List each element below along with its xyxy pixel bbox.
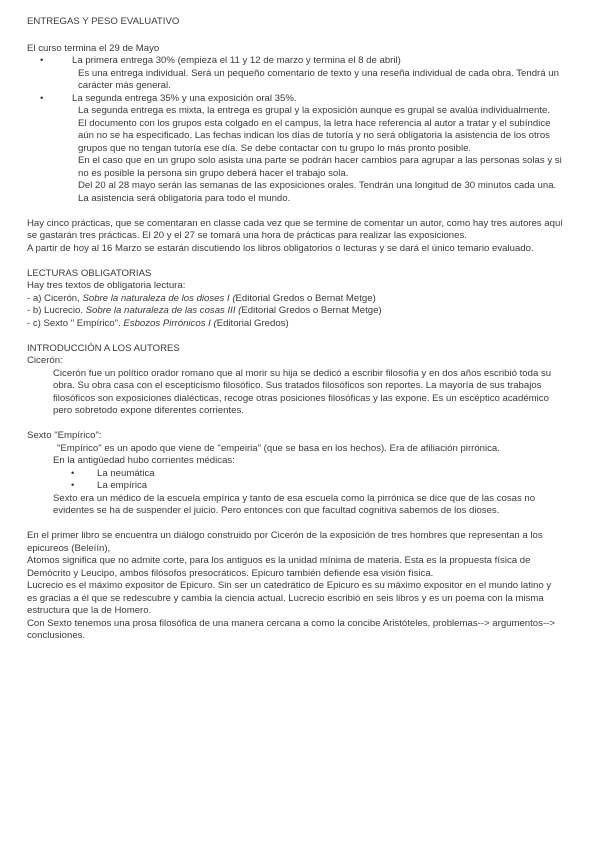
bullet-icon: • <box>71 467 75 479</box>
practicas-paragraph <box>27 218 575 256</box>
lectura-editorial: Editorial Gredos o Bernat Metge) <box>235 292 376 304</box>
paragraph-line: conclusiones. <box>27 630 86 641</box>
paragraph-line: pero sobretodo expone diferentes corrientes. <box>53 405 244 416</box>
corriente-item <box>27 468 575 481</box>
entrega-item-2 <box>27 93 575 106</box>
entrega-label: La segunda entrega 35% y una exposición oral 35%. <box>72 92 297 104</box>
detail-line: Es una entrega individual. Será un pequeño comentario de texto y una reseña individual de cada obra. Tendrá un <box>78 67 559 79</box>
author-name-ciceron: Cicerón: <box>27 355 63 366</box>
entrega-label: La primera entrega 30% (empieza el 11 y 12 de marzo y termina el 8 de abril) <box>72 55 401 66</box>
paragraph-line: evidentes se ha de suspender el juicio. Pero entonces con que facultad cognitiva sabemos de los dioses. <box>53 505 500 516</box>
entrega-item-1 <box>27 55 575 68</box>
section-heading-lecturas: LECTURAS OBLIGATORIAS <box>27 267 152 279</box>
paragraph-line: Demócrito y Leucipo, ambos filósofos presocráticos. Epicuro también defiende esa visión física. <box>27 567 434 579</box>
paragraph-line: Hay cinco prácticas, que se comentaran en classe cada vez que se termine de comentar un autor, como hay tres autores aquí <box>27 217 563 229</box>
detail-line: aún no se ha especificado. Las fechas indican los días de tutoría y no será obligatoria la asistencia de los otros <box>78 130 550 141</box>
entrega-details-1 <box>27 68 575 93</box>
paragraph-line: es gracias a él que se redescubre y cambia la ciencia actual. Lucrecio escribió en seis libros y es un poema con la misma <box>27 592 544 604</box>
paragraph-line: epicureos (Beleíín), <box>27 542 111 554</box>
detail-line: Del 20 al 28 mayo serán las semanas de las exposiciones orales. Tendrán una longitud de 30 minutos cada una. <box>78 180 557 191</box>
lectura-editorial: Editorial Gredos) <box>216 317 289 329</box>
lectura-prefix: - c) Sexto " Empírico". <box>27 317 124 329</box>
lectura-prefix: - b) Lucrecio. <box>27 305 86 316</box>
paragraph-line: Cicerón fue un político orador romano que al morir su hija se dedicó a escribir filosofía y en dos años escribió toda su <box>53 367 552 379</box>
paragraph-line: Atomos significa que no admite corte, para los antiguos es la unidad mínima de materia. Esta es la propuesta física de <box>27 555 531 566</box>
lectura-item-b <box>27 305 575 318</box>
bullet-icon: • <box>71 480 75 491</box>
sexto-line-1: "Empírico" es un apodo que viene de "empeiria" (que se basa en los hechos). Era de afiliación pirrónica. <box>57 442 500 454</box>
detail-line: grupos que no tengan tutoría ese día. Se debe contactar con tu grupo lo más pronto posible. <box>78 142 472 154</box>
lectura-title: Sobre la naturaleza de las cosas III ( <box>85 305 242 316</box>
lectura-title: Esbozos Pirrónicos I ( <box>123 317 217 329</box>
lectura-prefix: - a) Cicerón, <box>27 292 83 304</box>
lectura-item-c <box>27 318 575 331</box>
paragraph-line: filosóficos son exposiciones dialécticas, recoge otras posiciones filosóficas y las expone. Es un escéptico académico <box>53 392 549 404</box>
lecturas-intro: Hay tres textos de obligatoria lectura: <box>27 280 186 291</box>
sexto-paragraph <box>27 493 575 518</box>
detail-line: La segunda entrega es mixta, la entrega es grupal y la exposición aunque es grupal se avalúa individualmente. <box>78 105 551 116</box>
course-end-text: El curso termina el 29 de Mayo <box>27 42 160 54</box>
paragraph-line: Sexto era un médico de la escuela empírica y tanto de esa escuela como la pirrónica se dice que de las cosas no <box>53 492 536 504</box>
lectura-editorial: Editorial Gredos o Bernat Metge) <box>241 305 382 316</box>
paragraph-line: Con Sexto tenemos una prosa filosófica de una manera cercana a como la concibe Aristóteles, problemas--> argumentos--> <box>27 617 555 629</box>
paragraph-line: Lucrecio es el máximo expositor de Epicuro. Sin ser un catedrático de Epicuro es su máximo expositor en el mundo latino y <box>27 580 552 591</box>
entrega-details-2 <box>27 105 575 205</box>
document-page <box>27 16 575 643</box>
detail-line: El documento con los grupos esta colgado en el campus, la letra hace referencia al autor a tratar y el subíndice <box>78 117 551 129</box>
paragraph-line: obra. Su obra casa con el escepticismo filosófico. Sus tratados filosóficos son reportes. La mayoría de sus trabajos <box>53 380 542 391</box>
sexto-line-2: En la antigüedad hubo corrientes médicas: <box>53 455 235 466</box>
detail-line: carácter más general. <box>78 80 171 91</box>
paragraph-line: En el primer libro se encuentra un diálogo construido por Cicerón de la exposición de tres hombres que representan a los <box>27 530 543 541</box>
section-heading-entregas: ENTREGAS Y PESO EVALUATIVO <box>27 16 180 27</box>
detail-line: En el caso que en un grupo solo asista una parte se podrán hacer cambios para agrupar a las personas solas y si <box>78 155 562 166</box>
paragraph-line: A partir de hoy al 16 Marzo se estarán discutiendo los libros obligatorios o lecturas y se dará el único temario evaluado. <box>27 242 534 254</box>
detail-line: no es posible la persona sin grupo deberá hacer el trabajo sola. <box>78 167 349 179</box>
lectura-item-a <box>27 293 575 306</box>
section-heading-autores: INTRODUCCIÓN A LOS AUTORES <box>27 342 180 354</box>
corriente-label: La empírica <box>97 480 148 491</box>
paragraph-line: estructura que la de Homero. <box>27 605 152 616</box>
corriente-label: La neumática <box>97 467 155 479</box>
lectura-title: Sobre la naturaleza de los dioses I ( <box>82 292 236 304</box>
bullet-icon: • <box>40 92 44 104</box>
paragraph-line: se gastarán tres prácticas. El 20 y el 27 se tomará una hora de prácticas para realizar las exposiciones. <box>27 230 467 241</box>
ciceron-paragraph <box>27 368 575 418</box>
author-name-sexto: Sexto "Empírico": <box>27 430 102 441</box>
bullet-icon: • <box>40 55 44 66</box>
detail-line: La asistencia será obligatoria para todo el mundo. <box>78 192 291 204</box>
corriente-item <box>27 480 575 493</box>
closing-paragraph <box>27 530 575 643</box>
